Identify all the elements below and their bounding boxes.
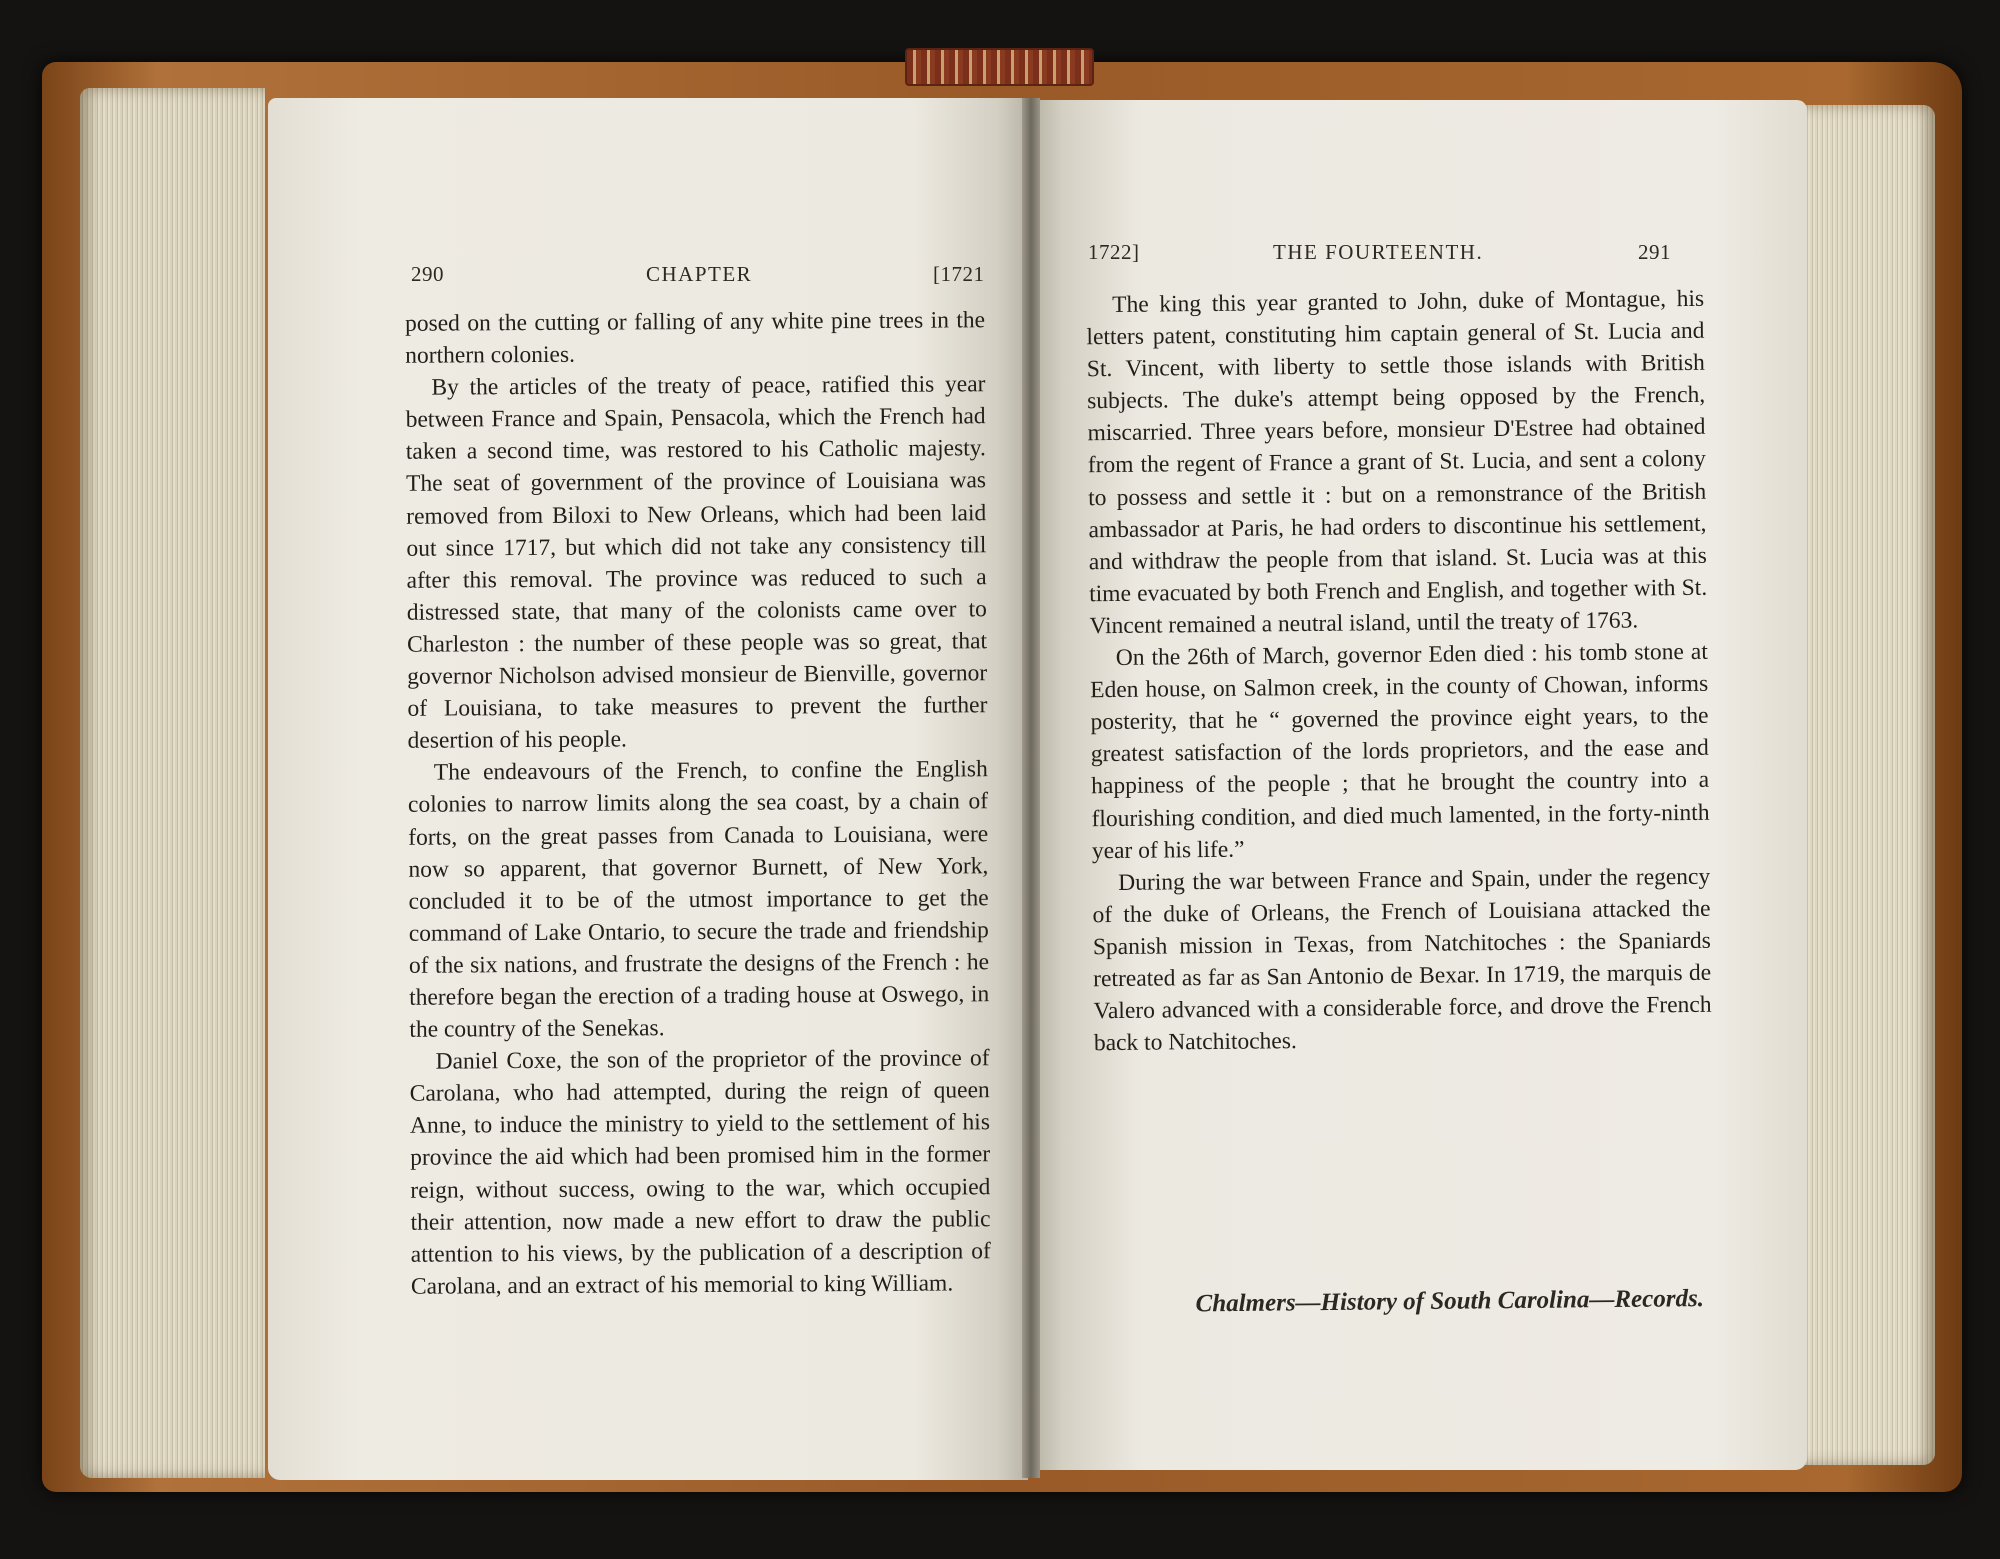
source-citation: Chalmers—History of South Carolina—Records. bbox=[1195, 1285, 1705, 1318]
left-page-text bbox=[405, 304, 991, 1302]
book-gutter bbox=[1022, 98, 1040, 1478]
left-page bbox=[268, 98, 1028, 1480]
paragraph: Daniel Coxe, the son of the proprietor of the province of Carolana, who had attempted, during the reign of queen Anne, to induce the ministry to yield to the settlement of his province the aid which had been promised him in the former reign, without success, owing to the war, which occupied their attention, now made a new effort to draw the public attention to his views, by the publication of a description of Carolana, and an extract of his memorial to king William. bbox=[409, 1045, 991, 1300]
right-running-title: THE FOURTEENTH. bbox=[1273, 240, 1484, 264]
right-page bbox=[1032, 100, 1807, 1470]
paragraph: On the 26th of March, governor Eden died : his tomb stone at Eden house, on Salmon creek, in the county of Chowan, informs posterity, that he “ governed the province eight years, to the greatest satisfaction of the lords proprietors, and the ease and happiness of the people ; that he brought the country into a flourishing condition, and died much lamented, in the forty-ninth year of his life.” bbox=[1090, 638, 1710, 864]
spine-headband bbox=[905, 48, 1094, 86]
right-running-year: 1722] bbox=[1088, 240, 1140, 264]
right-page-text bbox=[1086, 283, 1712, 1060]
paragraph: The endeavours of the French, to confine the English colonies to narrow limits along the sea coast, by a chain of forts, on the great passes from Canada to Louisiana, were now so apparent, that governor Burnett, of New York, concluded it to be of the utmost importance to get the command of Lake Ontario, to secure the trade and friendship of the six nations, and frustrate the designs of the French : he therefore began the erection of a trading house at Oswego, in the country of the Senekas. bbox=[407, 756, 990, 1043]
left-running-title: CHAPTER bbox=[646, 262, 753, 286]
left-page-edges bbox=[80, 88, 265, 1478]
left-running-year: [1721 bbox=[933, 262, 985, 286]
paragraph: posed on the cutting or falling of any white pine trees in the northern colonies. bbox=[404, 307, 986, 369]
right-page-edges bbox=[1800, 105, 1935, 1465]
paragraph: By the articles of the treaty of peace, ratified this year between France and Spain, Pensacola, which the French had taken a second time, was restored to his Catholic majesty. The seat of government of the province of Louisiana was removed from Biloxi to New Orleans, which had been laid out since 1717, but which did not take any consistency till after this removal. The province was reduced to such a distressed state, that many of the colonists came over to Charleston : the number of these people was so great, that governor Nicholson advised monsieur de Bienville, governor of Louisiana, to take measures to prevent the further desertion of his people. bbox=[405, 371, 988, 754]
paragraph: During the war between France and Spain, under the regency of the duke of Orleans, the French of Louisiana attacked the Spanish mission in Texas, from Natchitoches : the Spaniards retreated as far as San Antonio de Bexar. In 1719, the marquis de Valero advanced with a considerable force, and drove the French back to Natchitoches. bbox=[1092, 863, 1712, 1057]
paragraph: The king this year granted to John, duke of Montague, his letters patent, constituting him captain general of St. Lucia and St. Vincent, with liberty to settle those islands with British subjects. The duke's attempt being opposed by the French, miscarried. Three years before, monsieur D'Estree had obtained from the regent of France a grant of St. Lucia, and sent a colony to possess and settle it : but on a remonstrance of the British ambassador at Paris, he had orders to discontinue his settlement, and withdraw the people from that island. St. Lucia was at this time evacuated by both French and English, and together with St. Vincent remained a neutral island, until the treaty of 1763. bbox=[1086, 285, 1708, 640]
left-page-number: 290 bbox=[411, 262, 444, 286]
right-page-number: 291 bbox=[1638, 240, 1671, 264]
